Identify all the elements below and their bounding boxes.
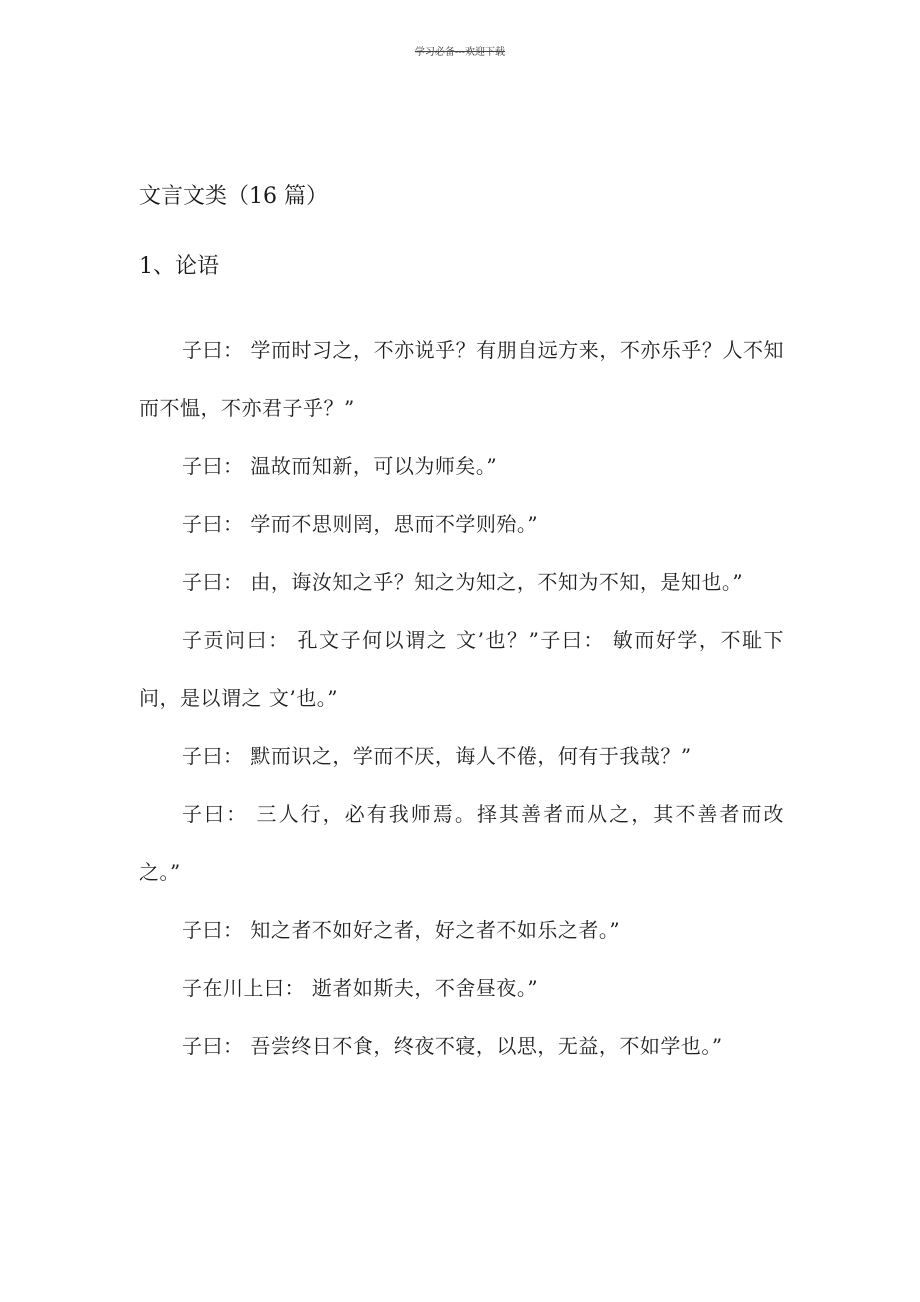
paragraph: 子曰： 知之者不如好之者，好之者不如乐之者。” bbox=[182, 918, 621, 942]
page-header bbox=[0, 43, 920, 58]
paragraph: 子曰： 温故而知新，可以为师矣。” bbox=[182, 454, 498, 478]
paragraph: 子曰： 三人行，必有我师焉。择其善者而从之，其不善者而改之。” bbox=[139, 802, 784, 884]
section-title: 文言文类（16 篇） bbox=[139, 184, 328, 209]
paragraph: 子在川上曰： 逝者如斯夫，不舍昼夜。” bbox=[182, 976, 539, 1000]
document-body bbox=[139, 321, 784, 1075]
paragraph: 子曰： 学而不思则罔，思而不学则殆。” bbox=[182, 512, 539, 536]
paragraph: 子曰： 默而识之，学而不厌，诲人不倦，何有于我哉？” bbox=[182, 744, 692, 768]
chapter-title: 1、论语 bbox=[139, 254, 219, 279]
paragraph: 子曰： 学而时习之，不亦说乎？有朋自远方来，不亦乐乎？人不知而不愠，不亦君子乎？” bbox=[139, 338, 784, 420]
paragraph: 子曰： 吾尝终日不食，终夜不寝，以思，无益，不如学也。” bbox=[182, 1034, 723, 1058]
paragraph: 子贡问曰： 孔文子何以谓之 文’也？”子曰： 敏而好学，不耻下问，是以谓之 文’也。” bbox=[139, 628, 784, 710]
paragraph: 子曰： 由，诲汝知之乎？知之为知之，不知为不知，是知也。” bbox=[182, 570, 744, 594]
header-text: 学习必备---欢迎下载 bbox=[415, 43, 505, 58]
